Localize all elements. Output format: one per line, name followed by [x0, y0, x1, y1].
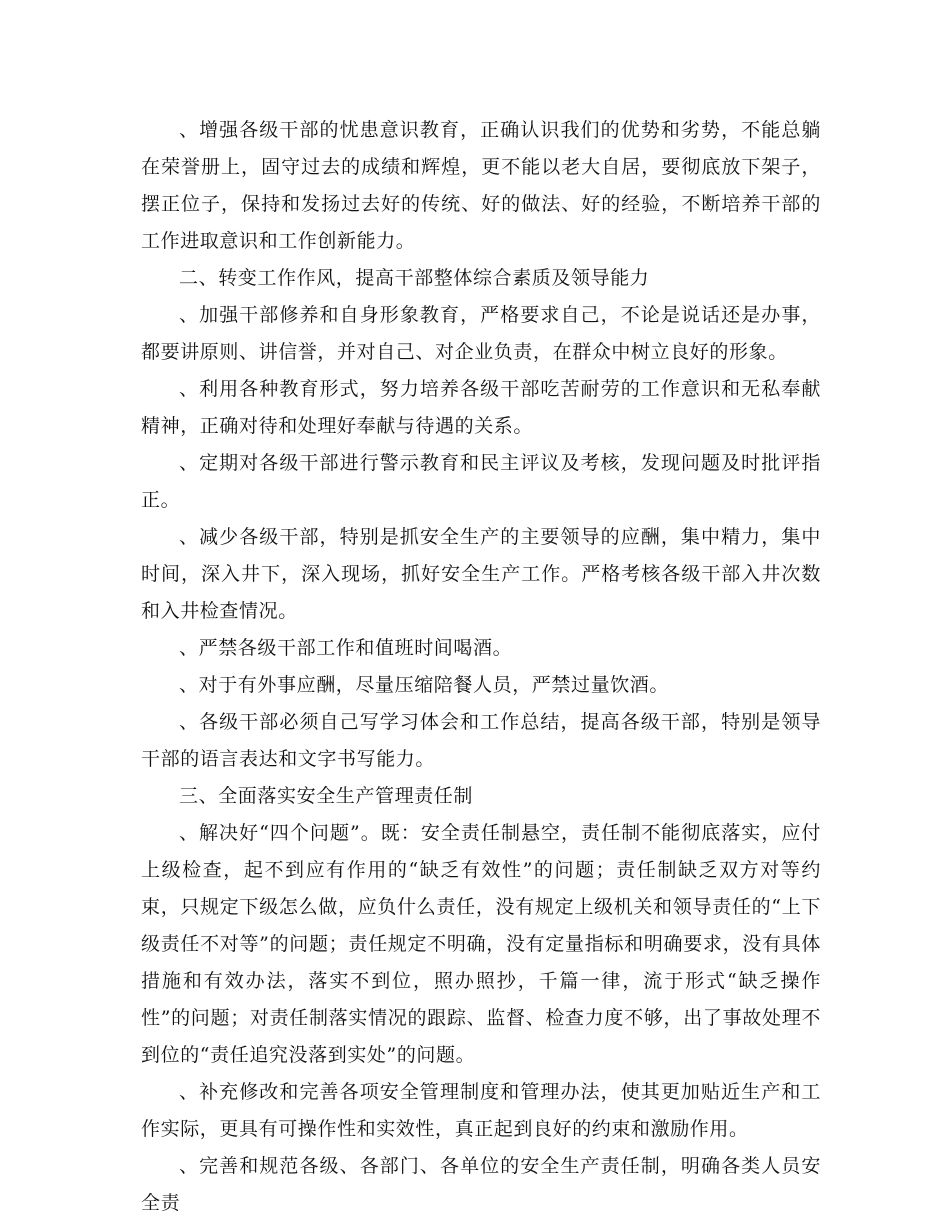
paragraph-3-3: 、完善和规范各级、各部门、各单位的安全生产责任制，明确各类人员安全责 [141, 1155, 821, 1214]
paragraph-3-2: 、补充修改和完善各项安全管理制度和管理办法，使其更加贴近生产和工作实际，更具有可操作性和实效性，真正起到良好的约束和激励作用。 [141, 1081, 821, 1140]
document-body [141, 112, 821, 1222]
paragraph-2-5: 、严禁各级干部工作和值班时间喝酒。 [179, 637, 513, 659]
paragraph-2-3: 、定期对各级干部进行警示教育和民主评议及考核，发现问题及时批评指正。 [141, 452, 821, 511]
paragraph-3-1: 、解决好“四个问题”。既：安全责任制悬空，责任制不能彻底落实，应付上级检查，起不到应有作用的“缺乏有效性”的问题；责任制缺乏双方对等约束，只规定下级怎么做，应负什么责任，没有规定上级机关和领导责任的“上下级责任不对等”的问题；责任规定不明确，没有定量指标和明确要求，没有具体措施和有效办法，落实不到位，照办照抄，千篇一律，流于形式“缺乏操作性”的问题；对责任制落实情况的跟踪、监督、检查力度不够，出了事故处理不到位的“责任追究没落到实处”的问题。 [141, 822, 821, 1066]
paragraph-2-2: 、利用各种教育形式，努力培养各级干部吃苦耐劳的工作意识和无私奉献精神，正确对待和处理好奉献与待遇的关系。 [141, 378, 821, 437]
paragraph-2-1: 、加强干部修养和自身形象教育，严格要求自己，不论是说话还是办事，都要讲原则、讲信誉，并对自己、对企业负责，在群众中树立良好的形象。 [141, 304, 821, 363]
section-heading-2: 二、转变工作作风，提高干部整体综合素质及领导能力 [179, 267, 650, 289]
paragraph-2-7: 、各级干部必须自己写学习体会和工作总结，提高各级干部，特别是领导干部的语言表达和文字书写能力。 [141, 711, 821, 770]
paragraph-1: 、增强各级干部的忧患意识教育，正确认识我们的优势和劣势，不能总躺在荣誉册上，固守过去的成绩和辉煌，更不能以老大自居，要彻底放下架子，摆正位子，保持和发扬过去好的传统、好的做法、好的经验，不断培养干部的工作进取意识和工作创新能力。 [141, 119, 821, 252]
paragraph-2-6: 、对于有外事应酬，尽量压缩陪餐人员，严禁过量饮酒。 [179, 674, 670, 696]
paragraph-2-4: 、减少各级干部，特别是抓安全生产的主要领导的应酬，集中精力，集中时间，深入井下，深入现场，抓好安全生产工作。严格考核各级干部入井次数和入井检查情况。 [141, 526, 821, 622]
section-heading-3: 三、全面落实安全生产管理责任制 [179, 785, 474, 807]
